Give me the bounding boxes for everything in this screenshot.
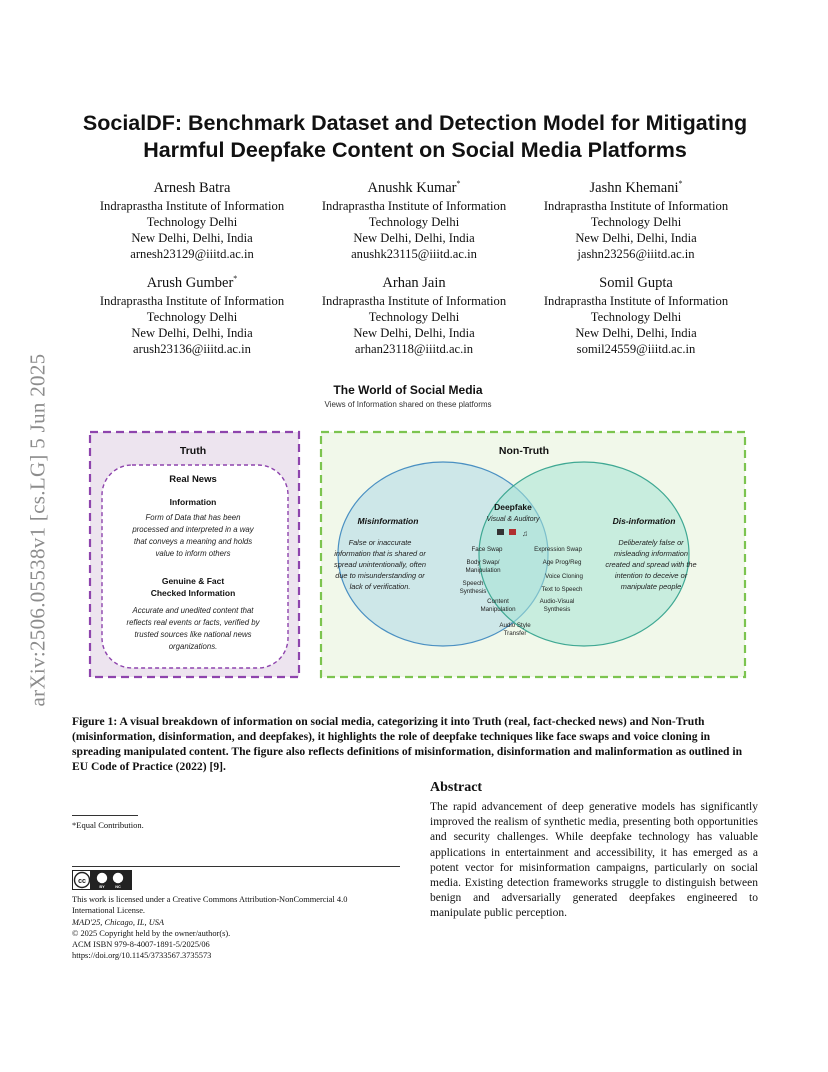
author-affiliation: Indraprastha Institute of Information: [543, 293, 729, 308]
technique-face-swap: Face Swap: [471, 546, 503, 553]
author-name: Arhan Jain: [382, 274, 446, 291]
author-star: *: [678, 179, 683, 188]
technique-content: Content: [487, 598, 509, 605]
abstract-text: The rapid advancement of deep generative models has significantly improved the realism of synthetic media, presenting both opportunities and security challenges. While deepfake technology has valuable applications in entertainment and accessibility, it has emerged as a potent vector for misinformation campaigns, particularly on social media. Existing detection frameworks struggle to distinguish between benign and adversarially generated deepfakes engineered to manipulate public perception.: [430, 801, 758, 920]
truth-header: Truth: [179, 445, 207, 457]
author-location: New Delhi, Delhi, India: [131, 230, 253, 245]
genuine-heading-2: Checked Information: [150, 588, 236, 598]
venue: MAD'25, Chicago, IL, USA: [72, 917, 165, 927]
author-affiliation-2: Technology Delhi: [590, 214, 682, 229]
title-line-1: SocialDF: Benchmark Dataset and Detection Model for Mitigating: [82, 111, 748, 135]
author-email: arnesh23129@iiitd.ac.in: [130, 246, 254, 261]
disinformation-text: created and spread with the: [605, 560, 697, 569]
svg-text:BY: BY: [99, 885, 105, 889]
figure-caption: Figure 1: A visual breakdown of information on social media, categorizing it into Truth (real, fact-checked news) and Non-Truth (misinformation, disinformation, and deepfakes), it highlights the role of deepfake techniques like face swaps and voice cloning in spreading manipulated content. The figure also reflects definitions of misinformation, disinformation and malinformation as outlined in EU Code of Practice (2022) [9].: [72, 715, 743, 773]
technique-body-swap: Body Swap/: [466, 559, 500, 566]
author-card: [303, 269, 525, 357]
technique-body-swap-2: Manipulation: [465, 567, 501, 574]
misinformation-text: lack of verification.: [349, 582, 411, 591]
genuine-text: Accurate and unedited content that: [132, 606, 254, 615]
license-line: This work is licensed under a Creative Commons Attribution-NonCommercial 4.0: [72, 895, 348, 904]
misinformation-text: False or inaccurate: [348, 538, 412, 547]
author-email: jashn23256@iiitd.ac.in: [577, 246, 695, 261]
author-card: [81, 174, 303, 262]
genuine-heading: Genuine & Fact: [161, 576, 225, 586]
misinformation-text: spread unintentionally, often: [334, 560, 426, 569]
svg-text:NC: NC: [115, 885, 121, 889]
image-icon: [509, 529, 516, 535]
disinformation-text: intention to deceive or: [614, 571, 688, 580]
license-line-2: International License.: [72, 906, 146, 916]
information-text: value to inform others: [155, 549, 231, 558]
author-card: [525, 174, 747, 262]
figure-subtitle: Views of Information shared on these platforms: [324, 400, 492, 409]
genuine-text: reflects real events or facts, verified by: [126, 618, 260, 627]
misinformation-heading: Misinformation: [357, 516, 419, 526]
doi-link[interactable]: https://doi.org/10.1145/3733567.3735573: [72, 951, 212, 961]
music-icon: ♫: [522, 529, 528, 538]
non-truth-header: Non-Truth: [498, 445, 550, 457]
technique-speech: Speech: [462, 580, 484, 587]
video-icon: [497, 529, 504, 535]
svg-text:cc: cc: [78, 878, 86, 885]
genuine-text: organizations.: [168, 642, 218, 651]
technique-speech-2: Synthesis: [459, 588, 487, 595]
author-affiliation-2: Technology Delhi: [368, 214, 460, 229]
author-name: Anushk Kumar: [367, 179, 457, 196]
author-name: Arush Gumber: [146, 274, 234, 291]
author-affiliation: Indraprastha Institute of Information: [543, 198, 729, 213]
author-name: Somil Gupta: [599, 274, 673, 291]
misinformation-text: due to misunderstanding or: [335, 571, 425, 580]
author-name: Jashn Khemani: [589, 179, 679, 196]
technique-av-synthesis: Audio-Visual: [539, 598, 575, 605]
author-star: *: [456, 179, 461, 188]
license-block: [72, 894, 402, 962]
author-affiliation: Indraprastha Institute of Information: [99, 293, 285, 308]
author-affiliation: Indraprastha Institute of Information: [321, 293, 507, 308]
information-text: processed and interpreted in a way: [132, 525, 254, 534]
author-affiliation-2: Technology Delhi: [590, 309, 682, 324]
author-affiliation-2: Technology Delhi: [146, 309, 238, 324]
paper-title: [60, 110, 770, 164]
author-email: somil24559@iiitd.ac.in: [576, 341, 696, 356]
information-heading: Information: [169, 497, 217, 507]
author-location: New Delhi, Delhi, India: [353, 325, 475, 340]
author-location: New Delhi, Delhi, India: [575, 230, 697, 245]
license-divider: [72, 866, 400, 867]
footnote-divider: [72, 815, 138, 816]
information-text: Form of Data that has been: [145, 513, 241, 522]
author-email: arhan23118@iiitd.ac.in: [354, 341, 474, 356]
deepfake-subheading: Visual & Auditory: [486, 516, 540, 523]
author-card: [525, 269, 747, 357]
copyright: © 2025 Copyright held by the owner/author(s).: [72, 928, 231, 938]
technique-voice-cloning: Voice Cloning: [545, 573, 583, 580]
technique-av-synthesis-2: Synthesis: [543, 606, 571, 613]
abstract-heading: Abstract: [430, 780, 483, 795]
genuine-text: trusted sources like national news: [134, 630, 252, 639]
figure-title: The World of Social Media: [333, 383, 483, 397]
disinformation-text: Deliberately false or: [618, 538, 684, 547]
disinformation-heading: Dis-information: [612, 516, 676, 526]
footnote: *Equal Contribution.: [72, 820, 144, 830]
technique-expression-swap: Expression Swap: [534, 546, 582, 553]
technique-text-to-speech: Text to Speech: [541, 586, 583, 593]
author-star: *: [233, 274, 238, 283]
author-location: New Delhi, Delhi, India: [131, 325, 253, 340]
author-email: arush23136@iiitd.ac.in: [133, 341, 251, 356]
author-affiliation: Indraprastha Institute of Information: [99, 198, 285, 213]
cc-license-badge: [72, 870, 132, 890]
deepfake-heading: Deepfake: [494, 502, 532, 512]
title-line-2: Harmful Deepfake Content on Social Media Platforms: [143, 138, 687, 162]
author-card: [303, 174, 525, 262]
isbn: ACM ISBN 979-8-4007-1891-5/2025/06: [72, 940, 210, 950]
disinformation-text: manipulate people: [620, 582, 682, 591]
technique-content-2: Manipulation: [480, 606, 516, 613]
real-news-title: Real News: [169, 474, 217, 485]
arxiv-identifier: arXiv:2506.05538v1 [cs.LG] 5 Jun 2025: [25, 353, 50, 707]
figure-1: [60, 375, 760, 685]
author-card: [81, 269, 303, 357]
author-location: New Delhi, Delhi, India: [575, 325, 697, 340]
misinformation-text: information that is shared or: [334, 549, 426, 558]
author-affiliation: Indraprastha Institute of Information: [321, 198, 507, 213]
technique-age-prog: Age Prog/Reg: [542, 559, 582, 566]
information-text: that conveys a meaning and holds: [133, 537, 253, 546]
author-affiliation-2: Technology Delhi: [146, 214, 238, 229]
nc-icon: [113, 873, 123, 883]
author-location: New Delhi, Delhi, India: [353, 230, 475, 245]
technique-audio-style-2: Transfer: [503, 630, 527, 637]
author-affiliation-2: Technology Delhi: [368, 309, 460, 324]
author-name: Arnesh Batra: [153, 179, 231, 196]
arxiv-sidebar: [18, 300, 58, 760]
technique-audio-style: Audio Style: [499, 622, 531, 629]
disinformation-text: misleading information: [614, 549, 688, 558]
author-email: anushk23115@iiitd.ac.in: [351, 246, 477, 261]
by-icon: [97, 873, 107, 883]
